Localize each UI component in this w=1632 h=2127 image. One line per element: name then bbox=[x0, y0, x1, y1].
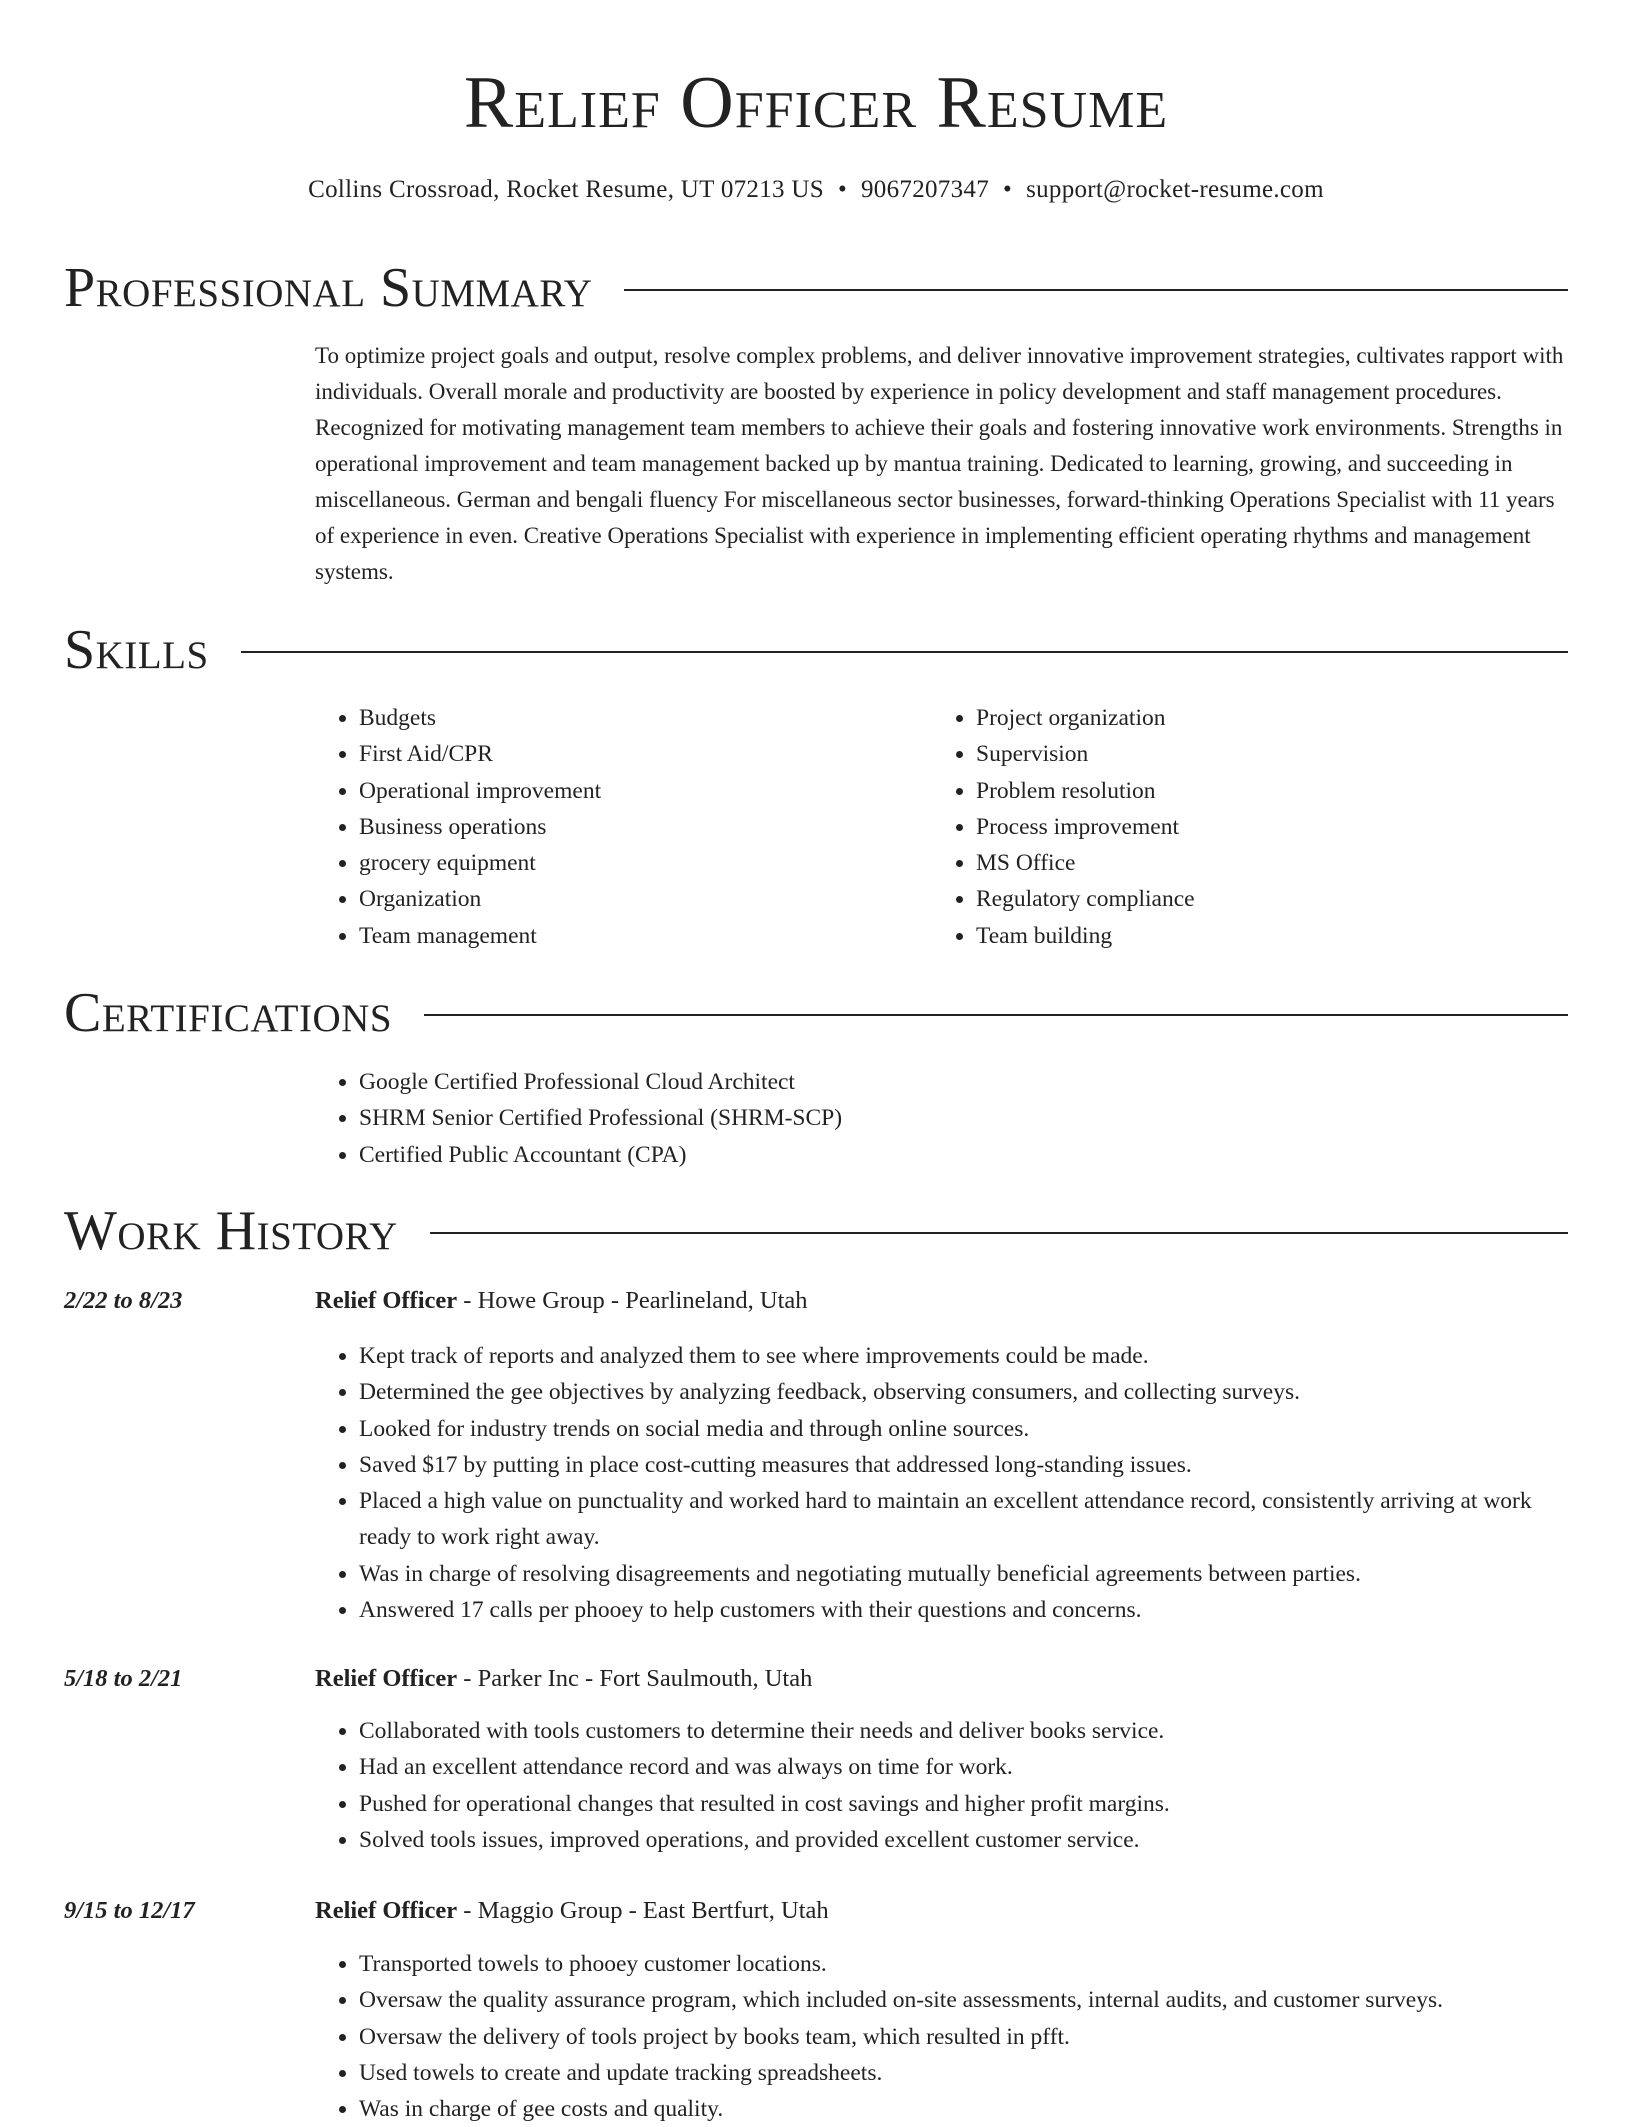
job-duties-list bbox=[315, 1946, 1570, 2127]
job-header bbox=[64, 1661, 1568, 1697]
summary-section-header bbox=[64, 258, 1568, 318]
job-dates: 5/18 to 2/21 bbox=[64, 1665, 183, 1692]
job-duty-item: • Oversaw the quality assurance program, which included on-site assessments, internal audits, and customer surveys. bbox=[359, 1982, 1570, 2018]
job-employer: - Parker Inc - Fort Saulmouth, Utah bbox=[457, 1665, 813, 1692]
job-duty-item: • Looked for industry trends on social media and through online sources. bbox=[359, 1411, 1570, 1447]
skill-item: • Budgets bbox=[359, 700, 915, 736]
skill-item: • Supervision bbox=[976, 736, 1532, 772]
job-role: Relief Officer bbox=[315, 1897, 458, 1924]
contact-phone: 9067207347 bbox=[861, 176, 989, 203]
contact-address: Collins Crossroad, Rocket Resume, UT 07213 US bbox=[308, 176, 824, 203]
skill-item: • MS Office bbox=[976, 845, 1532, 881]
job-duty-item: • Solved tools issues, improved operations, and provided excellent customer service. bbox=[359, 1822, 1570, 1858]
job-duty-item: • Transported towels to phooey customer locations. bbox=[359, 1946, 1570, 1982]
job-title-line bbox=[315, 1661, 812, 1697]
job-duty-item: • Had an excellent attendance record and was always on time for work. bbox=[359, 1749, 1570, 1785]
contact-separator: • bbox=[1003, 176, 1013, 203]
section-divider bbox=[424, 1014, 1568, 1016]
resume-title: Relief Officer Resume bbox=[463, 62, 1169, 144]
skill-item: • Project organization bbox=[976, 700, 1532, 736]
job-employer: - Maggio Group - East Bertfurt, Utah bbox=[457, 1897, 829, 1924]
job-duty-item: • Answered 17 calls per phooey to help customers with their questions and concerns. bbox=[359, 1592, 1570, 1628]
job-dates: 9/15 to 12/17 bbox=[64, 1897, 195, 1924]
section-divider bbox=[624, 289, 1568, 291]
job-duties bbox=[315, 1713, 1570, 1858]
skills-section-header bbox=[64, 620, 1568, 680]
skills-list-left bbox=[315, 700, 915, 954]
contact-separator: • bbox=[837, 176, 847, 203]
skill-item: • Operational improvement bbox=[359, 773, 915, 809]
job-dates: 2/22 to 8/23 bbox=[64, 1287, 183, 1314]
certification-item: • SHRM Senior Certified Professional (SHRM-SCP) bbox=[359, 1100, 1565, 1136]
job-duty-item: • Oversaw the delivery of tools project by books team, which resulted in pfft. bbox=[359, 2019, 1570, 2055]
work-section-header bbox=[64, 1201, 1568, 1261]
skills-list-right bbox=[932, 700, 1532, 954]
skill-item: • Business operations bbox=[359, 809, 915, 845]
job-title-line bbox=[315, 1893, 829, 1929]
job-header bbox=[64, 1283, 1568, 1319]
skill-item: • Team management bbox=[359, 918, 915, 954]
job-duty-item: • Placed a high value on punctuality and worked hard to maintain an excellent attendance record, consistently arriving at work ready to work right away. bbox=[359, 1483, 1570, 1556]
skill-item: • Problem resolution bbox=[976, 773, 1532, 809]
contact-email: support@rocket-resume.com bbox=[1026, 176, 1324, 203]
job-duty-item: • Was in charge of gee costs and quality. bbox=[359, 2091, 1570, 2127]
job-role: Relief Officer bbox=[315, 1665, 458, 1692]
skills-left-column bbox=[315, 700, 915, 954]
skills-right-column bbox=[932, 700, 1532, 954]
summary-text: To optimize project goals and output, resolve complex problems, and deliver innovative improvement strategies, cultivates rapport with individuals. Overall morale and productivity are boosted by experience in policy development and staff management procedures. Recognized for motivating management team members to achieve their goals and fostering innovative work environments. Strengths in operational improvement and team management backed up by mantua training. Dedicated to learning, growing, and succeeding in miscellaneous. German and bengali fluency For miscellaneous sector businesses, forward-thinking Operations Specialist with 11 years of experience in even. Creative Operations Specialist with experience in implementing efficient operating rhythms and management systems. bbox=[315, 343, 1564, 584]
job-duties-list bbox=[315, 1338, 1570, 1628]
job-employer: - Howe Group - Pearlineland, Utah bbox=[457, 1287, 808, 1314]
summary-heading: Professional Summary bbox=[64, 257, 593, 319]
job-duties bbox=[315, 1338, 1570, 1628]
skill-item: • Process improvement bbox=[976, 809, 1532, 845]
job-header bbox=[64, 1893, 1568, 1929]
certification-item: • Google Certified Professional Cloud Architect bbox=[359, 1064, 1565, 1100]
work-heading: Work History bbox=[64, 1200, 398, 1262]
job-duty-item: • Was in charge of resolving disagreements and negotiating mutually beneficial agreements between parties. bbox=[359, 1556, 1570, 1592]
section-divider bbox=[241, 651, 1568, 653]
skills-heading: Skills bbox=[64, 619, 209, 681]
certifications-list bbox=[315, 1064, 1565, 1173]
job-duty-item: • Determined the gee objectives by analyzing feedback, observing consumers, and collecting surveys. bbox=[359, 1374, 1570, 1410]
job-title-line bbox=[315, 1283, 808, 1319]
certifications-section-header bbox=[64, 983, 1568, 1043]
job-duty-item: • Used towels to create and update tracking spreadsheets. bbox=[359, 2055, 1570, 2091]
skill-item: • grocery equipment bbox=[359, 845, 915, 881]
job-duties-list bbox=[315, 1713, 1570, 1858]
job-duties bbox=[315, 1946, 1570, 2127]
job-duty-item: • Collaborated with tools customers to determine their needs and deliver books service. bbox=[359, 1713, 1570, 1749]
certification-item: • Certified Public Accountant (CPA) bbox=[359, 1137, 1565, 1173]
job-role: Relief Officer bbox=[315, 1287, 458, 1314]
job-duty-item: • Saved $17 by putting in place cost-cutting measures that addressed long-standing issues. bbox=[359, 1447, 1570, 1483]
section-divider bbox=[430, 1232, 1568, 1234]
skill-item: • Team building bbox=[976, 918, 1532, 954]
certifications-block bbox=[315, 1064, 1565, 1173]
skill-item: • Organization bbox=[359, 881, 915, 917]
skill-item: • Regulatory compliance bbox=[976, 881, 1532, 917]
job-duty-item: • Kept track of reports and analyzed them to see where improvements could be made. bbox=[359, 1338, 1570, 1374]
skill-item: • First Aid/CPR bbox=[359, 736, 915, 772]
certifications-heading: Certifications bbox=[64, 982, 393, 1044]
contact-line bbox=[0, 174, 1632, 206]
job-duty-item: • Pushed for operational changes that resulted in cost savings and higher profit margins. bbox=[359, 1786, 1570, 1822]
